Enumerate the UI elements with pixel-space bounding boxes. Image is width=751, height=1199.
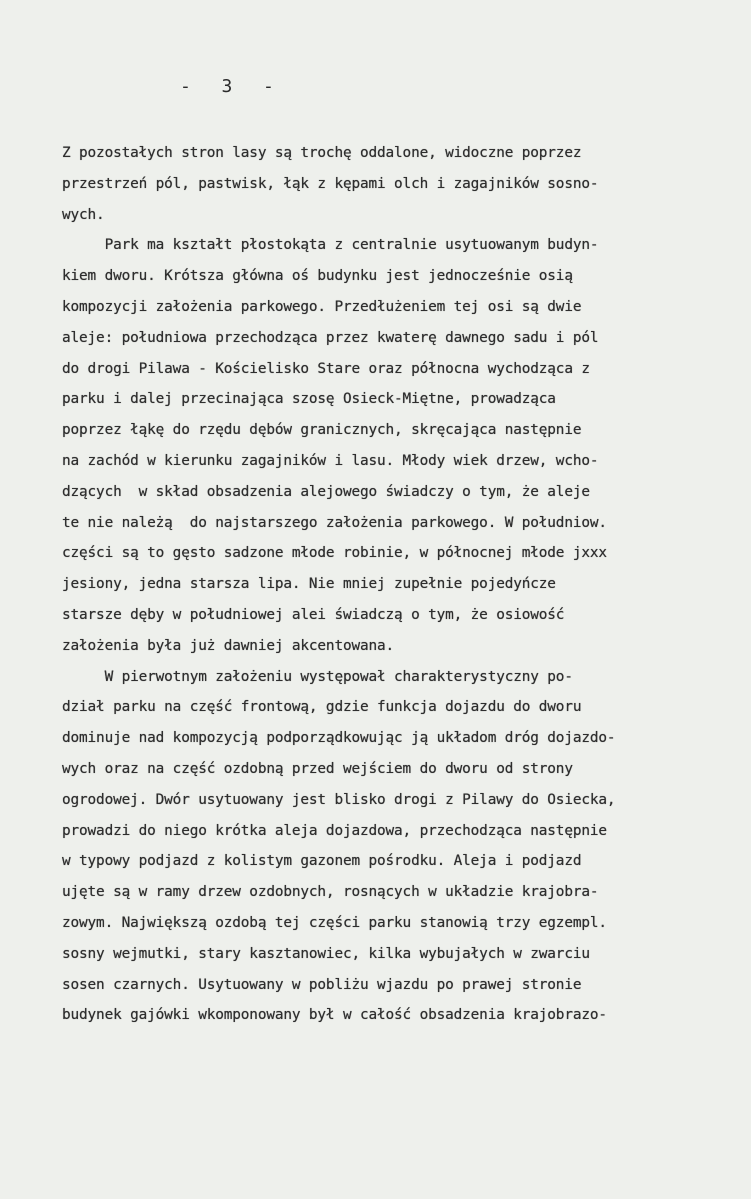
text-line: starsze dęby w południowej alei świadczą o tym, że osiowość bbox=[62, 606, 565, 623]
text-line: jesiony, jedna starsza lipa. Nie mniej zupełnie pojedyńcze bbox=[62, 576, 556, 593]
text-line: W pierwotnym założeniu występował charakterystyczny po- bbox=[62, 668, 573, 685]
text-line: sosen czarnych. Usytuowany w pobliżu wjazdu po prawej stronie bbox=[62, 976, 582, 993]
text-line: zowym. Największą ozdobą tej części parku stanowią trzy egzempl. bbox=[62, 914, 607, 931]
text-line: wych oraz na część ozdobną przed wejściem do dworu od strony bbox=[62, 760, 573, 777]
page-number: - 3 - bbox=[180, 76, 277, 97]
text-line: te nie należą do najstarszego założenia parkowego. W południow. bbox=[62, 514, 607, 531]
text-line: kompozycji założenia parkowego. Przedłużeniem tej osi są dwie bbox=[62, 298, 582, 315]
text-line: Z pozostałych stron lasy są trochę oddalone, widoczne poprzez bbox=[62, 145, 582, 161]
text-line: sosny wejmutki, stary kasztanowiec, kilka wybujałych w zwarciu bbox=[62, 945, 590, 962]
text-line: w typowy podjazd z kolistym gazonem pośrodku. Aleja i podjazd bbox=[62, 853, 582, 870]
text-line: ogrodowej. Dwór usytuowany jest blisko drogi z Pilawy do Osiecka, bbox=[62, 791, 616, 808]
text-line: aleje: południowa przechodząca przez kwaterę dawnego sadu i pól bbox=[62, 329, 599, 346]
text-line: do drogi Pilawa - Kościelisko Stare oraz północna wychodząca z bbox=[62, 360, 590, 377]
text-line: Park ma kształt płostokąta z centralnie usytuowanym budyn- bbox=[62, 237, 599, 254]
text-line: dominuje nad kompozycją podporządkowując ją układom dróg dojazdo- bbox=[62, 730, 616, 747]
text-line: wych. bbox=[62, 206, 105, 223]
text-line: parku i dalej przecinająca szosę Osieck-Miętne, prowadząca bbox=[62, 391, 556, 408]
body-text bbox=[62, 138, 742, 1031]
text-line: ujęte są w ramy drzew ozdobnych, rosnących w układzie krajobra- bbox=[62, 884, 599, 901]
text-line: budynek gajówki wkomponowany był w całość obsadzenia krajobrazo- bbox=[62, 1007, 607, 1024]
text-line: dział parku na część frontową, gdzie funkcja dojazdu do dworu bbox=[62, 699, 582, 716]
text-line: przestrzeń pól, pastwisk, łąk z kępami olch i zagajników sosno- bbox=[62, 175, 599, 192]
text-line: części są to gęsto sadzone młode robinie, w północnej młode jxxx bbox=[62, 545, 607, 562]
text-line: założenia była już dawniej akcentowana. bbox=[62, 637, 395, 654]
text-line: poprzez łąkę do rzędu dębów granicznych, skręcająca następnie bbox=[62, 422, 582, 439]
text-line: kiem dworu. Krótsza główna oś budynku jest jednocześnie osią bbox=[62, 268, 573, 285]
text-line: prowadzi do niego krótka aleja dojazdowa, przechodząca następnie bbox=[62, 822, 607, 839]
text-line: na zachód w kierunku zagajników i lasu. Młody wiek drzew, wcho- bbox=[62, 452, 599, 469]
text-line: dzących w skład obsadzenia alejowego świadczy o tym, że aleje bbox=[62, 483, 590, 500]
